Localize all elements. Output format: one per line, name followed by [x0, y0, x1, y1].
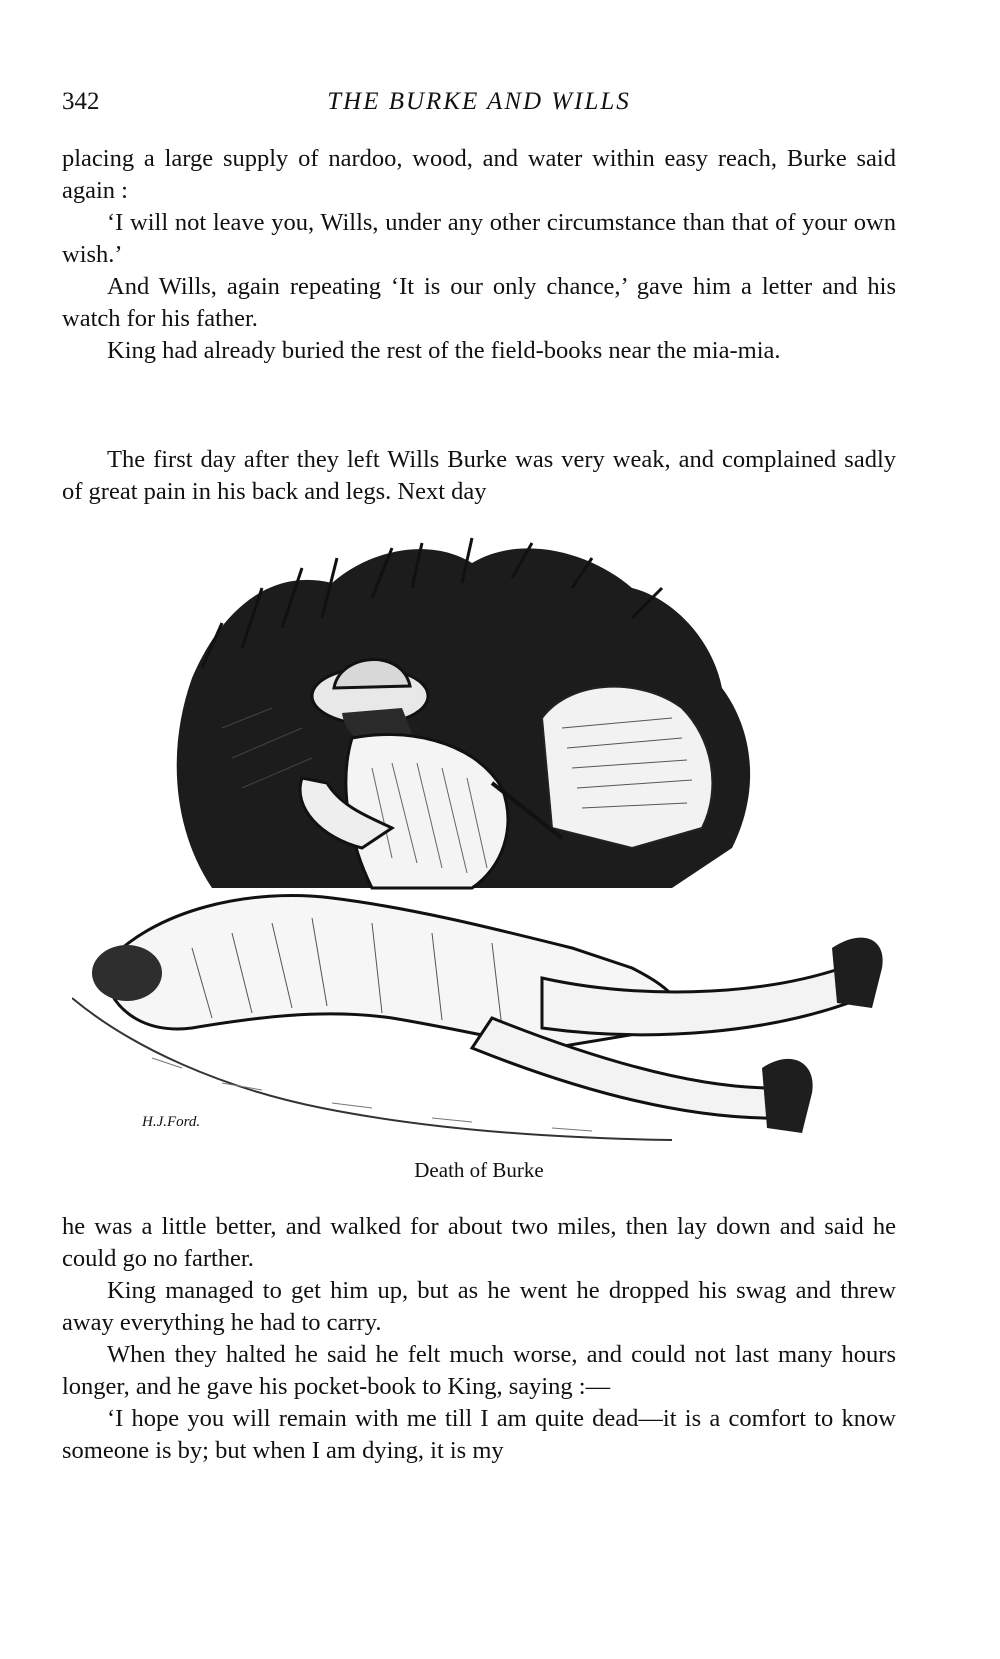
paragraph: ‘I hope you will remain with me till I am quite dead—it is a comfort to know someone is by; but when I am dying, it is my [62, 1405, 896, 1464]
paragraph: he was a little better, and walked for about two miles, then lay down and said he could go no farther. [62, 1213, 896, 1272]
paragraph: ‘I will not leave you, Wills, under any other circumstance than that of your own wish.’ [62, 209, 896, 268]
text-block-top [62, 143, 896, 367]
paragraph: placing a large supply of nardoo, wood, and water within easy reach, Burke said again : [62, 145, 896, 204]
paragraph: And Wills, again repeating ‘It is our only chance,’ gave him a letter and his watch for his father. [62, 273, 896, 332]
illustration-death-of-burke [72, 528, 892, 1156]
paragraph: King had already buried the rest of the field-books near the mia-mia. [107, 337, 781, 364]
artist-signature: H.J.Ford. [142, 1114, 201, 1130]
running-title: THE BURKE AND WILLS [327, 88, 631, 115]
text-block-middle [62, 444, 896, 508]
page-header [62, 88, 896, 124]
text-block-bottom [62, 1211, 896, 1467]
paragraph: When they halted he said he felt much worse, and could not last many hours longer, and he gave his pocket-book to King, saying :— [62, 1341, 896, 1400]
page-number: 342 [62, 88, 100, 115]
paragraph: King managed to get him up, but as he went he dropped his swag and threw away everything he had to carry. [62, 1277, 896, 1336]
illustration-drawing [72, 528, 892, 1156]
paragraph: The first day after they left Wills Burke was very weak, and complained sadly of great pain in his back and legs. Next day [62, 446, 896, 505]
figure-caption: Death of Burke [414, 1158, 544, 1182]
